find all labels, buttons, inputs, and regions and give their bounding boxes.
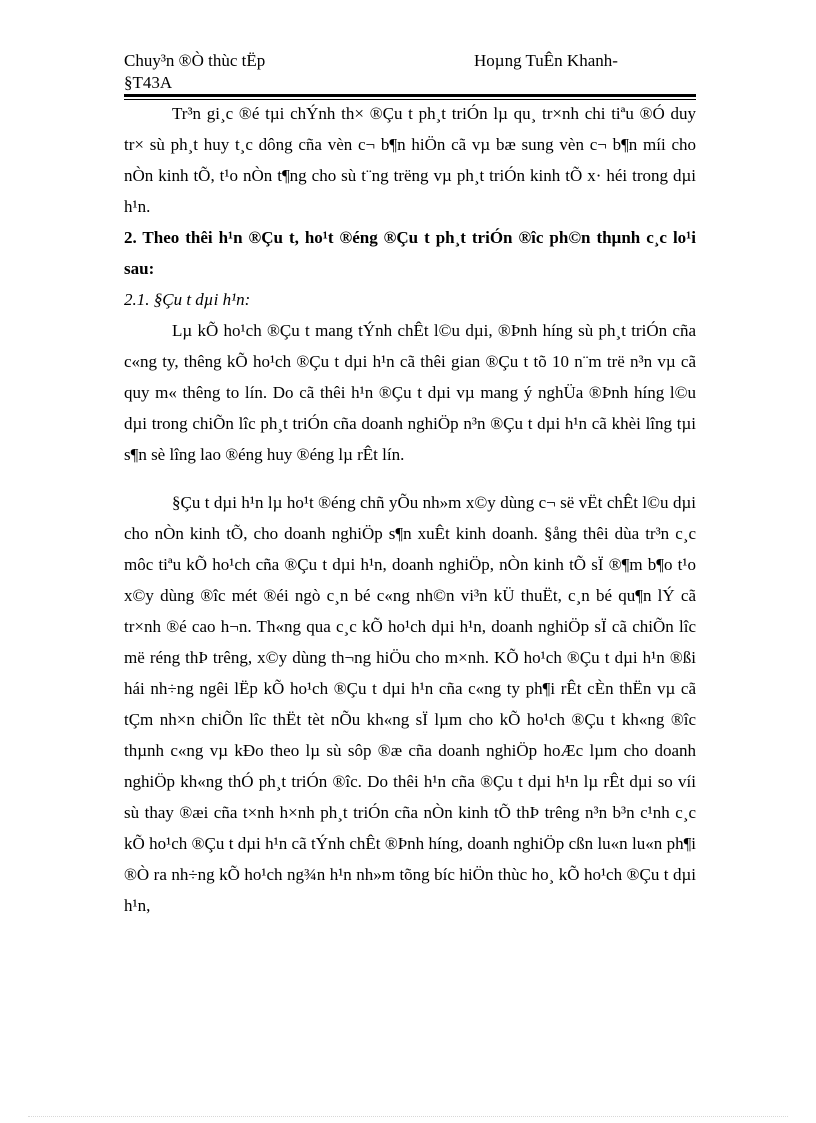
header-report-title: Chuy³n ®Ò thùc tËp bbox=[124, 51, 266, 70]
subsection-heading: 2.1. §Çu t dµi h¹n: bbox=[124, 290, 251, 309]
paragraph-2: Lµ kÕ ho¹ch ®Çu t mang tÝnh chÊt l©u dµi, ®Þnh híng sù ph¸t triÓn cña c«ng ty, thêng kÕ ho¹ch ®Çu t dµi h¹n cã thêi gian ®Çu t tõ 10 n¨m trë n³n vµ cã quy m« thêng to lín. Do cã thêi h¹n ®Çu t dµi vµ mang ý nghÜa ®Þnh híng l©u dµi trong chiÕn lîc ph¸t triÓn cña doanh nghiÖp n³n ®Çu t dµi h¹n cã khèi lîng tµi s¶n sè lîng lao ®éng huy ®éng lµ rÊt lín. bbox=[124, 321, 696, 464]
header-left bbox=[124, 50, 265, 94]
page-bottom-border bbox=[28, 1116, 788, 1117]
header-author: Hoµng TuÊn Khanh- bbox=[474, 51, 618, 70]
header-rule-thick bbox=[124, 94, 696, 97]
paragraph-3: §Çu t dµi h¹n lµ ho¹t ®éng chñ yÕu nh»m x©y dùng c¬ së vËt chÊt l©u dµi cho nÒn kinh tÕ, cho doanh nghiÖp s¶n xuÊt kinh doanh. §ång thêi dùa tr³n c¸c môc tiªu kÕ ho¹ch cña ®Çu t dµi h¹n, doanh nghiÖp, nÒn kinh tÕ sÏ ®¶m b¶o t¹o x©y dùng ®îc mét ®éi ngò c¸n bé c«ng nh©n vi³n kÜ thuËt, c¸n bé qu¶n lÝ cã tr×nh ®é cao h¬n. Th«ng qua c¸c kÕ ho¹ch dµi h¹n, doanh nghiÖp sÏ cã chiÕn lîc më réng thÞ trêng, x©y dùng th¬ng hiÖu cho m×nh. KÕ ho¹ch ®Çu t dµi h¹n ®ßi hái nh÷ng ngêi lËp kÕ ho¹ch ®Çu t dµi h¹n cña c«ng ty ph¶i rÊt cÈn thËn vµ cã tÇm nh×n chiÕn lîc thËt tèt nÕu kh«ng sÏ lµm cho kÕ ho¹ch ®Çu t kh«ng ®îc thµnh c«ng vµ kÐo theo lµ sù sôp ®æ cña doanh nghiÖp hoÆc lµm cho doanh nghiÖp kh«ng thÓ ph¸t triÓn ®îc. Do thêi h¹n cña ®Çu t dµi h¹n lµ rÊt dµi so víi sù thay ®æi cña t×nh h×nh ph¸t triÓn cña nÒn kinh tÕ thÞ trêng n³n b³n c¹nh c¸c kÕ ho¹ch ®Çu t dµi h¹n cã tÝnh chÊt ®Þnh híng, doanh nghiÖp cßn lu«n lu«n ph¶i ®Ò ra nh÷ng kÕ ho¹ch ng¾n h¹n nh»m tõng bíc hiÖn thùc ho¸ kÕ ho¹ch ®Çu t dµi h¹n, bbox=[124, 493, 696, 915]
document-body bbox=[124, 98, 696, 921]
paragraph-1: Tr³n gi¸c ®é tµi chÝnh th× ®Çu t ph¸t triÓn lµ qu¸ tr×nh chi tiªu ®Ó duy tr× sù ph¸t huy t¸c dông cña vèn c¬ b¶n hiÖn cã vµ bæ sung vèn c¬ b¶n míi cho nÒn kinh tÕ, t¹o nÒn t¶ng cho sù t¨ng trëng vµ ph¸t triÓn kinh tÕ x· héi trong dµi h¹n. bbox=[124, 104, 696, 216]
section-heading: 2. Theo thêi h¹n ®Çu t, ho¹t ®éng ®Çu t ph¸t triÓn ®îc ph©n thµnh c¸c lo¹i sau: bbox=[124, 228, 696, 278]
header-class-code: §T43A bbox=[124, 73, 173, 92]
